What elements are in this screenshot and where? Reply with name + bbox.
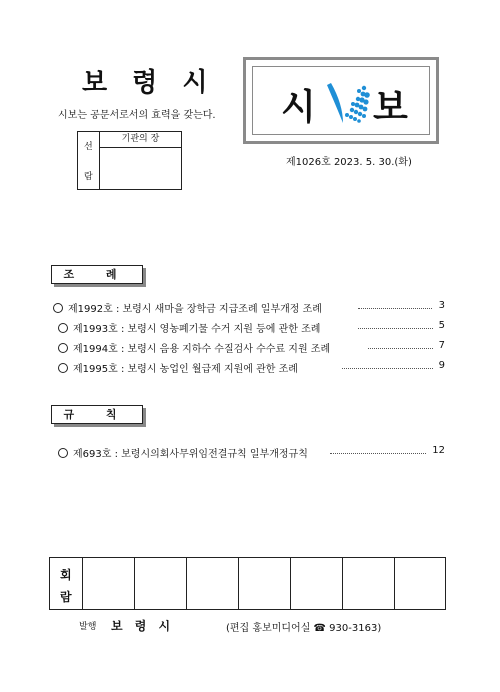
bullet-circle-icon [58,363,68,373]
section-rules-title: 규 칙 [51,405,143,424]
toc-item-page: 3 [438,300,445,311]
brand-left-char: 시 [281,87,316,128]
toc-leader [342,360,433,369]
issue-number-date: 제1026호 2023. 5. 30.(화) [286,157,412,168]
toc-item-text: 제1993호 : 보령시 영농폐기물 수거 지원 등에 관한 조례 [73,324,321,335]
approval-label-top: 선 [84,142,93,152]
review-cell [239,558,291,609]
city-title: 보 령 시 [82,68,216,98]
review-cell [343,558,395,609]
city-logo-icon [323,77,371,127]
subtitle: 시보는 공문서로서의 효력을 갖는다. [58,110,216,121]
publisher-label: 발행 [79,622,97,632]
toc-item-page: 5 [438,320,445,331]
approval-head: 기관의 장 [100,132,181,148]
approval-label-column [78,132,100,189]
publisher-name: 보 령 시 [111,619,175,633]
toc-item-page: 9 [438,360,445,371]
toc-item-text: 제1992호 : 보령시 새마을 장학금 지급조례 일부개정 조례 [68,304,322,315]
review-label [50,558,83,609]
toc-item[interactable] [53,300,445,315]
toc-leader [330,445,426,454]
toc-item-text: 제693호 : 보령시의회사무위임전결규칙 일부개정규칙 [73,449,308,460]
toc-leader [358,300,432,309]
bullet-circle-icon [58,448,68,458]
brand-inner-frame [252,66,430,135]
review-cell [291,558,343,609]
approval-label-bottom: 람 [84,172,93,182]
toc-item[interactable] [58,360,445,375]
contact-info: (편집 홍보미디어실 ☎ 930-3163) [226,623,382,634]
toc-item-page: 7 [438,340,445,351]
brand-right-char: 보 [373,87,408,128]
toc-item-page: 12 [432,445,445,456]
toc-item-text: 제1994호 : 보령시 음용 지하수 수질검사 수수료 지원 조례 [73,344,331,355]
toc-item-text: 제1995호 : 보령시 농업인 월급제 지원에 관한 조례 [73,364,298,375]
review-cell [135,558,187,609]
approval-box [77,131,182,190]
bullet-circle-icon [53,303,63,313]
review-cell [83,558,135,609]
toc-item[interactable] [58,320,445,335]
review-label-top: 회 [60,568,72,582]
bullet-circle-icon [58,343,68,353]
review-cell [187,558,239,609]
toc-item[interactable] [58,340,445,355]
section-ordinances-title: 조 례 [51,265,143,284]
toc-leader [368,340,433,349]
bullet-circle-icon [58,323,68,333]
brand-box [243,57,439,144]
review-label-bottom: 람 [60,590,72,604]
toc-leader [358,320,433,329]
review-table [49,557,446,610]
toc-item[interactable] [58,445,445,460]
